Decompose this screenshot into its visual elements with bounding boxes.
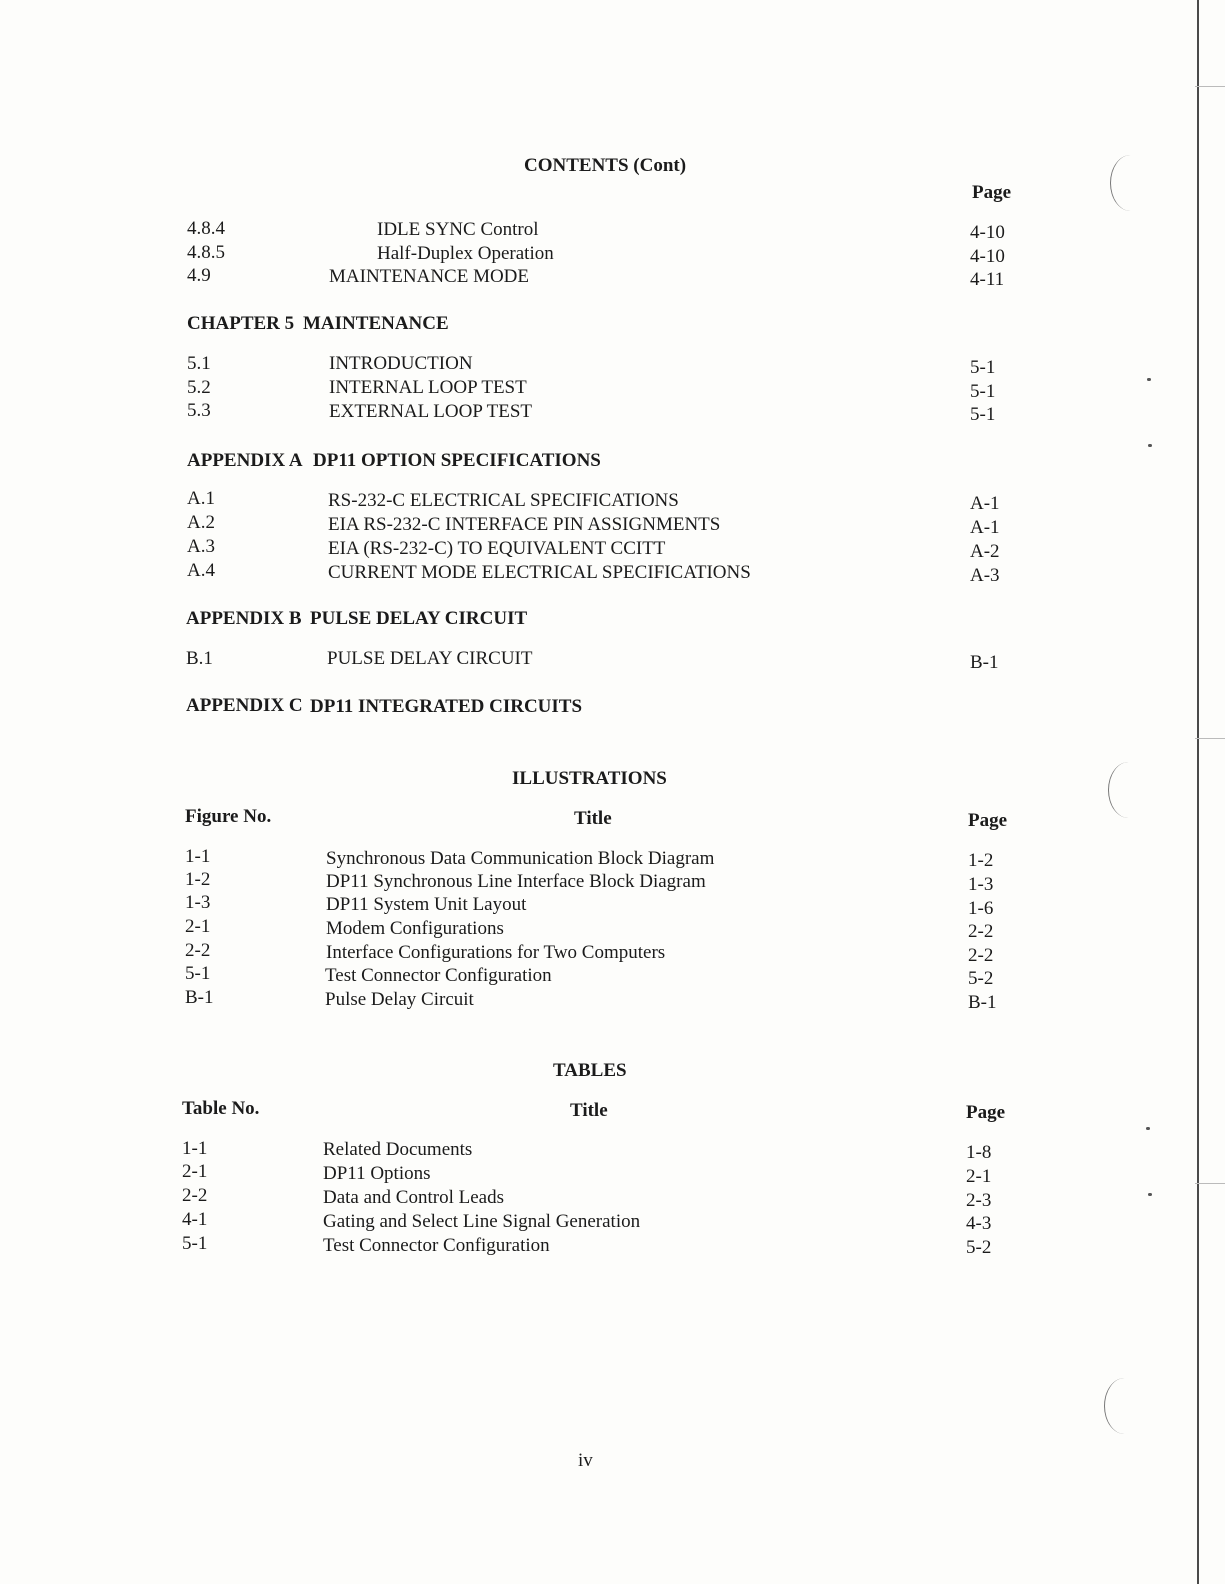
illustrations-title: ILLUSTRATIONS <box>512 768 667 789</box>
figure-page: 1-2 <box>968 850 994 871</box>
appendix-c-title: DP11 INTEGRATED CIRCUITS <box>310 696 583 717</box>
table-page: 1-8 <box>966 1142 992 1163</box>
toc-entry-title: RS-232-C ELECTRICAL SPECIFICATIONS <box>328 490 679 511</box>
toc-entry-title: PULSE DELAY CIRCUIT <box>327 648 533 669</box>
figure-title: Interface Configurations for Two Computers <box>326 942 666 963</box>
table-title: Related Documents <box>323 1139 473 1160</box>
toc-entry-title: INTRODUCTION <box>329 353 473 374</box>
figure-number: B-1 <box>185 987 214 1008</box>
scan-speck <box>1147 378 1151 381</box>
appendix-b-label: APPENDIX B <box>186 608 302 629</box>
tables-col-title: Title <box>570 1100 608 1121</box>
appendix-a-title: DP11 OPTION SPECIFICATIONS <box>313 450 601 471</box>
toc-entry-title: Half-Duplex Operation <box>377 243 554 264</box>
toc-entry-page: A-2 <box>970 541 1000 562</box>
figure-title: Test Connector Configuration <box>325 965 552 986</box>
figure-title: Modem Configurations <box>326 918 504 939</box>
toc-entry-title: EIA RS-232-C INTERFACE PIN ASSIGNMENTS <box>328 514 721 535</box>
toc-entry-page: 4-11 <box>970 269 1005 290</box>
scan-edge-mark <box>1195 1183 1225 1184</box>
toc-entry-title: EIA (RS-232-C) TO EQUIVALENT CCITT <box>328 538 666 559</box>
table-title: Data and Control Leads <box>323 1187 504 1208</box>
table-title: Test Connector Configuration <box>323 1235 550 1256</box>
page-number: iv <box>578 1450 593 1471</box>
figure-number: 5-1 <box>185 963 211 984</box>
figure-number: 1-3 <box>185 892 211 913</box>
binder-hole <box>1104 1378 1145 1434</box>
contents-title: CONTENTS (Cont) <box>524 155 687 176</box>
figure-page: 2-2 <box>968 921 994 942</box>
table-page: 2-1 <box>966 1166 992 1187</box>
illustrations-col-title: Title <box>574 808 612 829</box>
scan-speck <box>1148 1193 1152 1196</box>
toc-entry-title: EXTERNAL LOOP TEST <box>329 401 533 422</box>
toc-entry-number: A.2 <box>187 512 215 533</box>
binder-hole <box>1110 155 1151 211</box>
tables-title: TABLES <box>553 1060 627 1081</box>
toc-entry-page: B-1 <box>970 652 999 673</box>
toc-entry-number: 4.8.5 <box>187 242 225 263</box>
scan-speck <box>1148 444 1152 447</box>
toc-entry-number: A.3 <box>187 536 215 557</box>
table-title: DP11 Options <box>323 1163 431 1184</box>
toc-entry-number: B.1 <box>186 648 213 669</box>
figure-title: Synchronous Data Communication Block Diagram <box>326 848 715 869</box>
page-edge-shadow <box>1197 0 1199 1584</box>
appendix-c-label: APPENDIX C <box>186 695 303 716</box>
scan-speck <box>1146 1127 1150 1130</box>
binder-hole <box>1108 762 1149 818</box>
figure-page: 1-3 <box>968 874 994 895</box>
chapter-5-title: MAINTENANCE <box>303 313 449 334</box>
toc-entry-title: CURRENT MODE ELECTRICAL SPECIFICATIONS <box>328 562 751 583</box>
scan-edge-mark <box>1195 738 1225 739</box>
toc-entry-page: A-1 <box>970 517 1000 538</box>
toc-entry-number: 5.3 <box>187 400 211 421</box>
toc-entry-title: MAINTENANCE MODE <box>329 266 530 287</box>
illustrations-col-page: Page <box>968 810 1008 831</box>
toc-entry-title: INTERNAL LOOP TEST <box>329 377 527 398</box>
figure-number: 1-1 <box>185 846 211 867</box>
figure-page: B-1 <box>968 992 997 1013</box>
appendix-b-title: PULSE DELAY CIRCUIT <box>310 608 528 629</box>
toc-entry-page: 5-1 <box>970 381 996 402</box>
chapter-5-label: CHAPTER 5 <box>187 313 295 334</box>
contents-page-header: Page <box>972 182 1012 203</box>
figure-title: DP11 Synchronous Line Interface Block Diagram <box>326 871 706 892</box>
toc-entry-page: A-1 <box>970 493 1000 514</box>
figure-page: 5-2 <box>968 968 994 989</box>
table-page: 4-3 <box>966 1213 992 1234</box>
toc-entry-number: 5.1 <box>187 353 211 374</box>
figure-page: 1-6 <box>968 898 994 919</box>
toc-entry-page: A-3 <box>970 565 1000 586</box>
table-number: 2-2 <box>182 1185 208 1206</box>
figure-page: 2-2 <box>968 945 994 966</box>
toc-entry-page: 4-10 <box>970 222 1005 243</box>
toc-entry-number: A.4 <box>187 560 215 581</box>
appendix-a-label: APPENDIX A <box>187 450 303 471</box>
table-page: 2-3 <box>966 1190 992 1211</box>
tables-col-page: Page <box>966 1102 1006 1123</box>
table-title: Gating and Select Line Signal Generation <box>323 1211 641 1232</box>
illustrations-col-number: Figure No. <box>185 806 272 827</box>
toc-entry-number: 4.8.4 <box>187 218 225 239</box>
table-number: 4-1 <box>182 1209 208 1230</box>
toc-entry-page: 4-10 <box>970 246 1005 267</box>
figure-title: DP11 System Unit Layout <box>326 894 527 915</box>
toc-entry-page: 5-1 <box>970 404 996 425</box>
table-number: 1-1 <box>182 1138 208 1159</box>
toc-entry-title: IDLE SYNC Control <box>377 219 539 240</box>
table-number: 5-1 <box>182 1233 208 1254</box>
figure-title: Pulse Delay Circuit <box>325 989 474 1010</box>
figure-number: 2-2 <box>185 940 211 961</box>
scan-edge-mark <box>1195 86 1225 87</box>
table-number: 2-1 <box>182 1161 208 1182</box>
tables-col-number: Table No. <box>182 1098 260 1119</box>
toc-entry-number: 4.9 <box>187 265 211 286</box>
toc-entry-page: 5-1 <box>970 357 996 378</box>
table-page: 5-2 <box>966 1237 992 1258</box>
figure-number: 1-2 <box>185 869 211 890</box>
figure-number: 2-1 <box>185 916 211 937</box>
toc-entry-number: A.1 <box>187 488 215 509</box>
toc-entry-number: 5.2 <box>187 377 211 398</box>
